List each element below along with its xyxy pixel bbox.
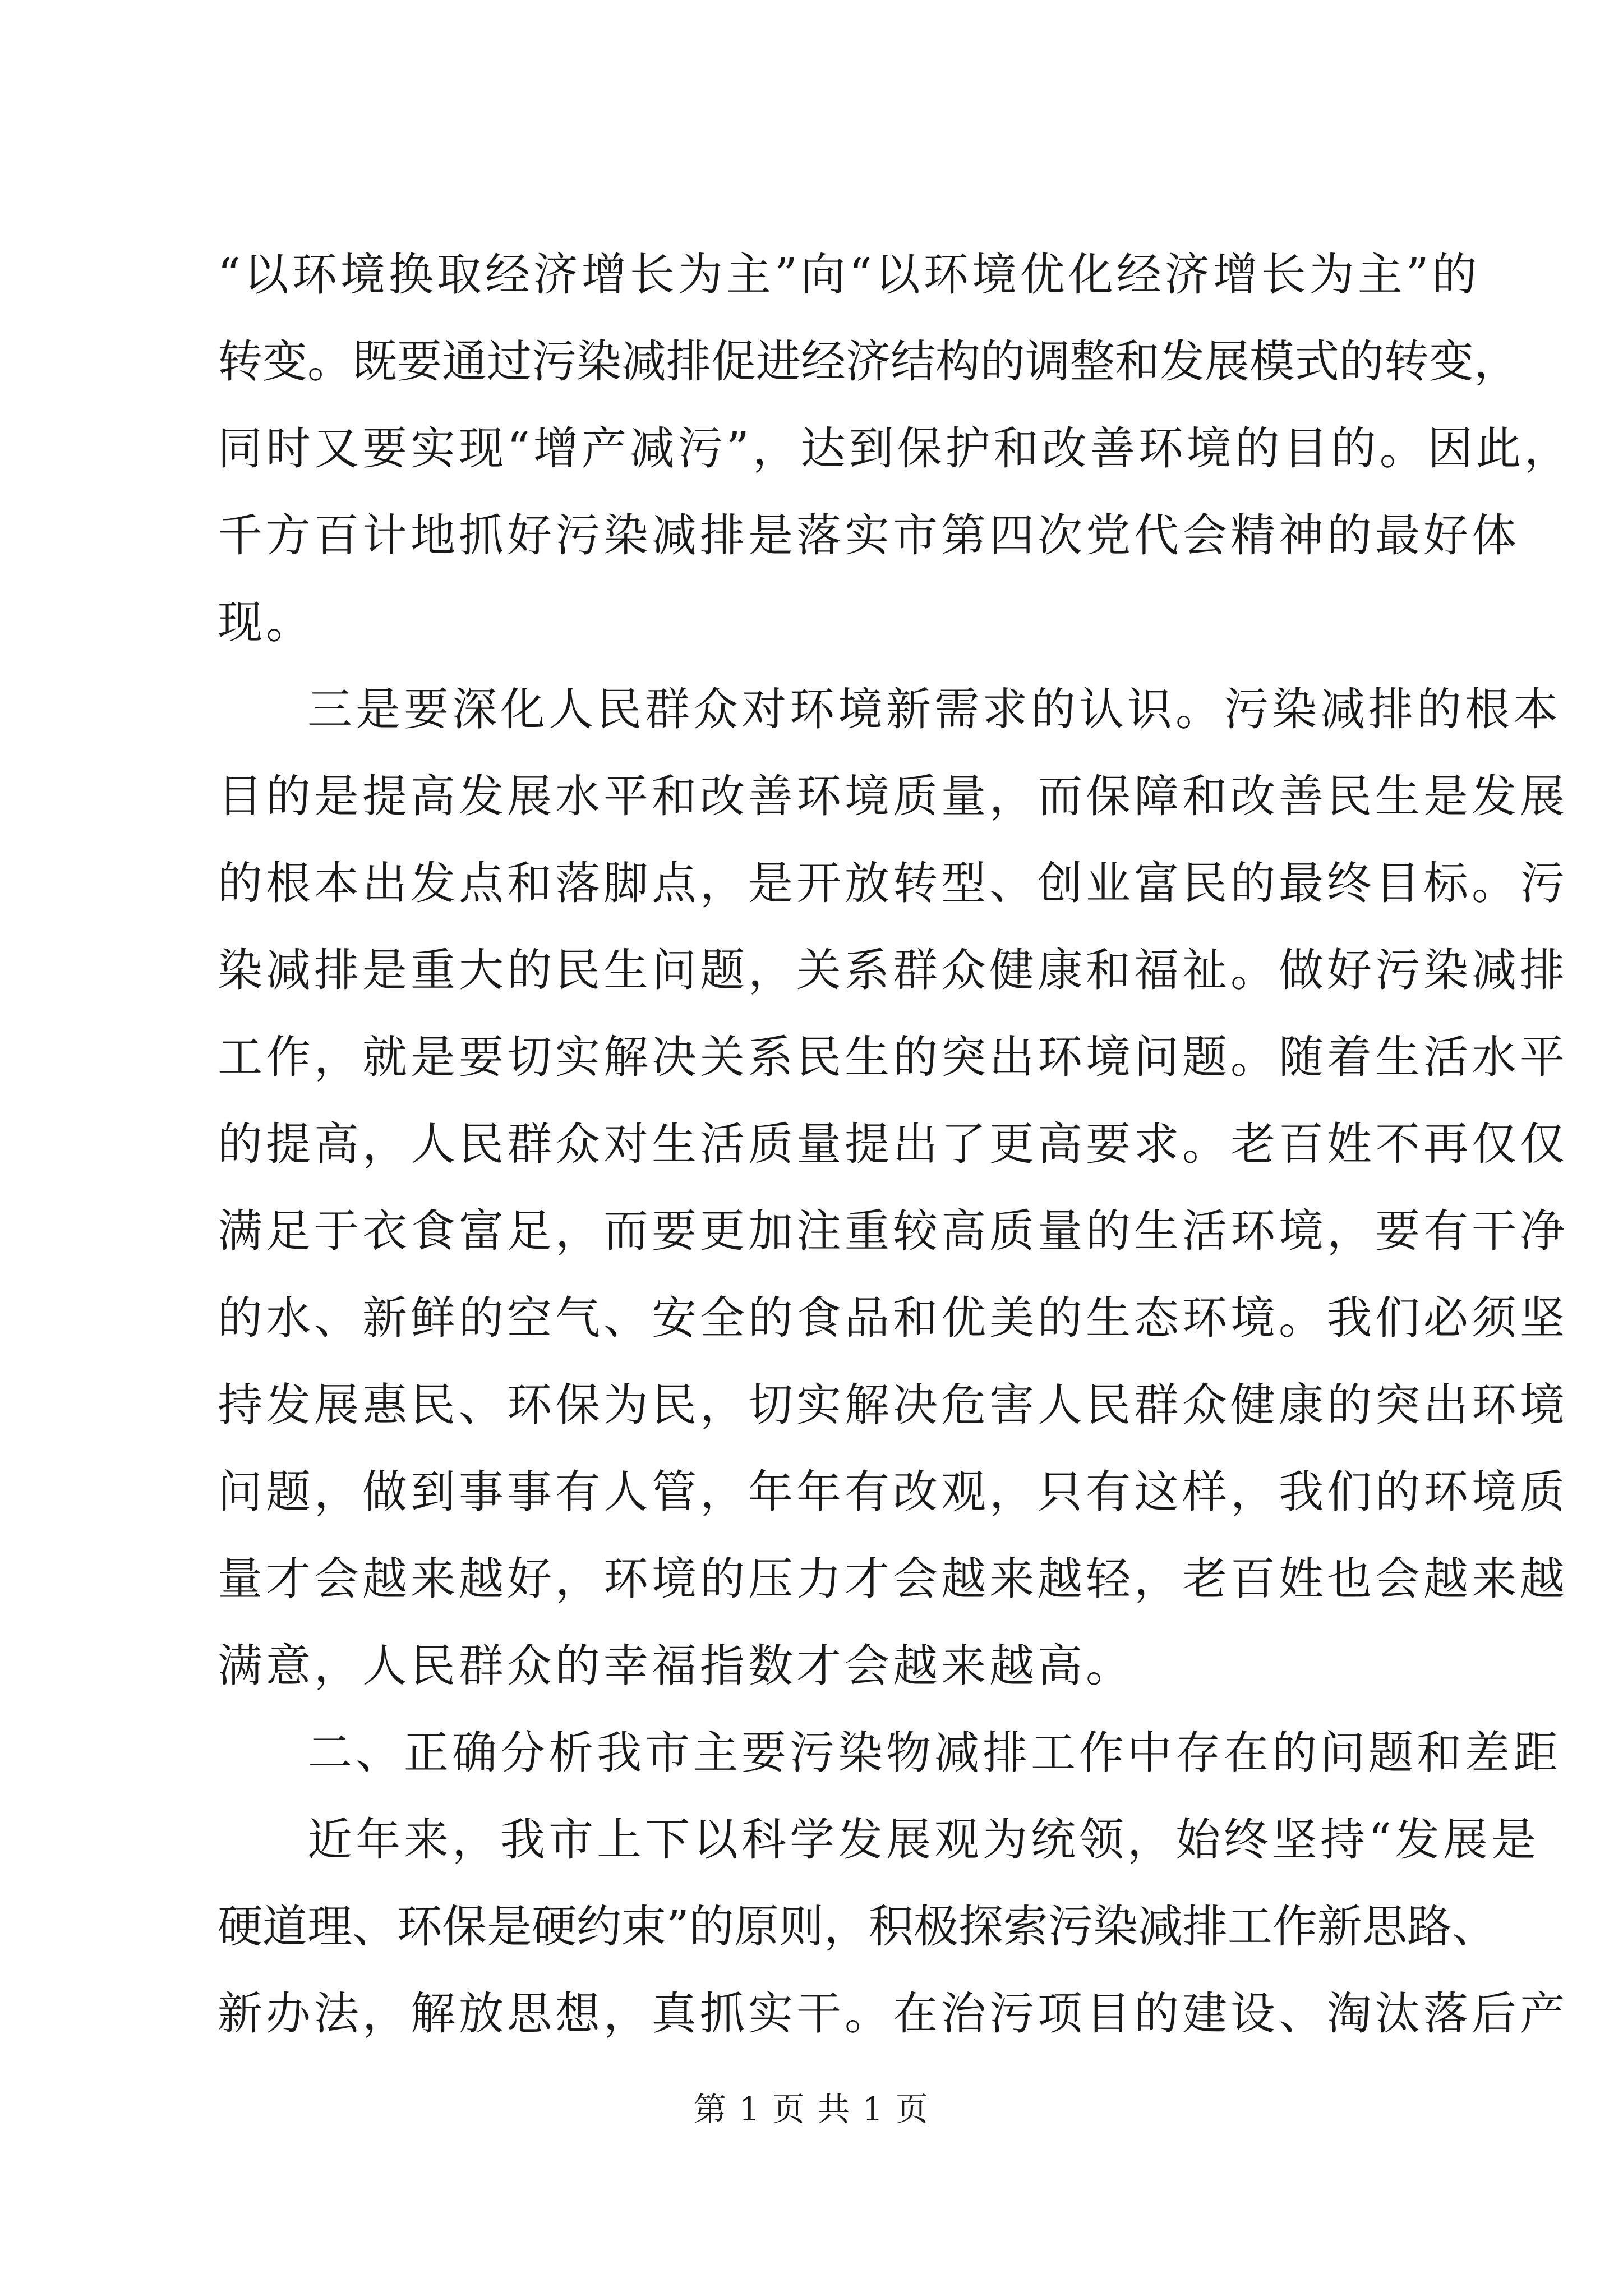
- body-line-1: “以环境换取经济增长为主”向“以环境优化经济增长为主”的: [218, 249, 1481, 301]
- body-line-18: 二、正确分析我市主要污染物减排工作中存在的问题和差距: [307, 1727, 1561, 1779]
- body-line-20: 硬道理、环保是硬约束”的原则，积极探索污染减排工作新思路、: [218, 1901, 1497, 1953]
- body-line-19: 近年来，我市上下以科学发展观为统领，始终坚持“发展是: [307, 1814, 1539, 1866]
- body-line-6: 三是要深化人民群众对环境新需求的认识。污染减排的根本: [307, 683, 1561, 735]
- body-line-9: 染减排是重大的民生问题，关系群众健康和福祉。做好污染减排: [218, 944, 1568, 996]
- body-line-8: 的根本出发点和落脚点，是开放转型、创业富民的最终目标。污: [218, 857, 1568, 909]
- body-line-10: 工作，就是要切实解决关系民生的突出环境问题。随着生活水平: [218, 1031, 1568, 1083]
- body-line-12: 满足于衣食富足，而要更加注重较高质量的生活环境，要有干净: [218, 1205, 1568, 1257]
- body-line-5: 现。: [218, 596, 314, 648]
- body-line-21: 新办法，解放思想，真抓实干。在治污项目的建设、淘汰落后产: [218, 1987, 1568, 2040]
- body-line-14: 持发展惠民、环保为民，切实解决危害人民群众健康的突出环境: [218, 1379, 1568, 1431]
- body-line-2: 转变。既要通过污染减排促进经济结构的调整和发展模式的转变，: [218, 335, 1519, 388]
- body-line-3: 同时又要实现“增产减污”，达到保护和改善环境的目的。因此，: [218, 422, 1573, 475]
- body-line-15: 问题，做到事事有人管，年年有改观，只有这样，我们的环境质: [218, 1466, 1568, 1518]
- body-line-4: 千方百计地抓好污染减排是落实市第四次党代会精神的最好体: [218, 509, 1520, 562]
- body-line-16: 量才会越来越好，环境的压力才会越来越轻，老百姓也会越来越: [218, 1553, 1568, 1605]
- body-line-11: 的提高，人民群众对生活质量提出了更高要求。老百姓不再仅仅: [218, 1118, 1568, 1170]
- body-line-7: 目的是提高发展水平和改善环境质量，而保障和改善民生是发展: [218, 770, 1568, 822]
- body-line-17: 满意，人民群众的幸福指数才会越来越高。: [218, 1640, 1134, 1692]
- body-line-13: 的水、新鲜的空气、安全的食品和优美的生态环境。我们必须坚: [218, 1292, 1568, 1344]
- page-footer: 第 1 页 共 1 页: [694, 2090, 929, 2128]
